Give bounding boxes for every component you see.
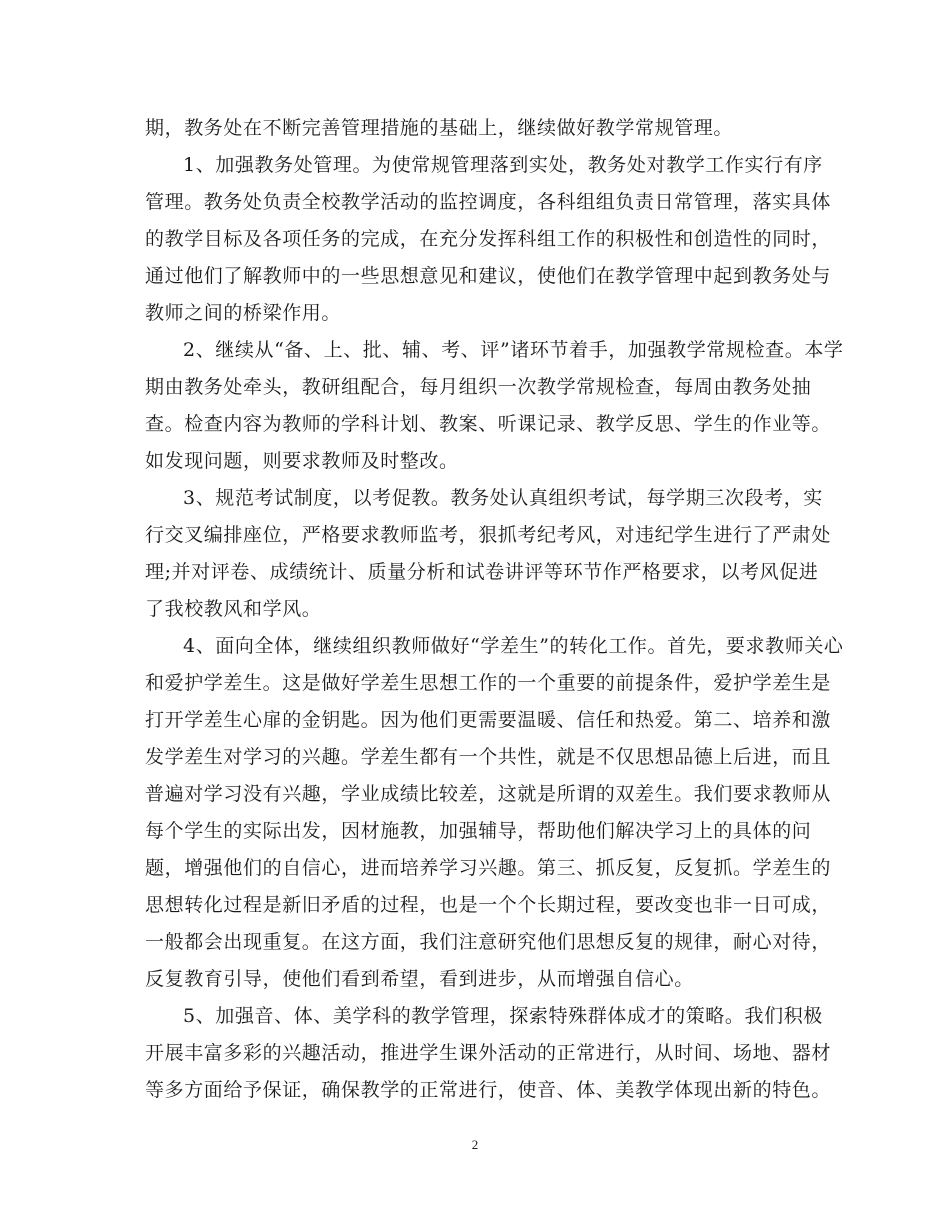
text-line: 期由教务处牵头，教研组配合，每月组织一次教学常规检查，每周由教务处抽 xyxy=(145,376,812,398)
text-line: 开展丰富多彩的兴趣活动，推进学生课外活动的正常进行，从时间、场地、器材 xyxy=(145,1042,832,1064)
text-line: 如发现问题，则要求教师及时整改。 xyxy=(145,450,459,472)
text-line: 1、加强教务处管理。为使常规管理落到实处，教务处对教学工作实行有序 xyxy=(183,154,823,176)
text-line: 期，教务处在不断完善管理措施的基础上，继续做好教学常规管理。 xyxy=(145,117,734,139)
text-line: 通过他们了解教师中的一些思想意见和建议，使他们在教学管理中起到教务处与 xyxy=(145,265,832,287)
page-number: 2 xyxy=(471,1137,479,1152)
text-line: 5、加强音、体、美学科的教学管理，探索特殊群体成才的策略。我们积极 xyxy=(183,1005,823,1027)
text-line: 反复教育引导，使他们看到希望，看到进步，从而增强自信心。 xyxy=(145,968,694,990)
text-line: 4、面向全体，继续组织教师做好“学差生”的转化工作。首先，要求教师关心 xyxy=(183,635,844,657)
text-line: 打开学差生心扉的金钥匙。因为他们更需要温暖、信任和热爱。第二、培养和激 xyxy=(145,709,832,731)
text-line: 一般都会出现重复。在这方面，我们注意研究他们思想反复的规律，耐心对待， xyxy=(145,931,832,953)
text-line: 等多方面给予保证，确保教学的正常进行，使音、体、美教学体现出新的特色。 xyxy=(145,1079,832,1101)
text-line: 了我校教风和学风。 xyxy=(145,598,322,620)
text-line: 管理。教务处负责全校教学活动的监控调度，各科组组负责日常管理，落实具体 xyxy=(145,191,832,213)
text-line: 普遍对学习没有兴趣，学业成绩比较差，这就是所谓的双差生。我们要求教师从 xyxy=(145,783,832,805)
text-line: 教师之间的桥梁作用。 xyxy=(145,302,342,324)
text-line: 3、规范考试制度，以考促教。教务处认真组织考试，每学期三次段考，实 xyxy=(183,487,823,509)
text-line: 思想转化过程是新旧矛盾的过程，也是一个个长期过程，要改变也非一日可成， xyxy=(145,894,832,916)
text-line: 理;并对评卷、成绩统计、质量分析和试卷讲评等环节作严格要求，以考风促进 xyxy=(145,561,819,583)
text-line: 题，增强他们的自信心，进而培养学习兴趣。第三、抓反复，反复抓。学差生的 xyxy=(145,857,832,879)
text-line: 行交叉编排座位，严格要求教师监考，狠抓考纪考风，对违纪学生进行了严肃处 xyxy=(145,524,832,546)
text-line: 发学差生对学习的兴趣。学差生都有一个共性，就是不仅思想品德上后进，而且 xyxy=(145,746,832,768)
text-line: 每个学生的实际出发，因材施教，加强辅导，帮助他们解决学习上的具体的问 xyxy=(145,820,812,842)
text-line: 查。检查内容为教师的学科计划、教案、听课记录、教学反思、学生的作业等。 xyxy=(145,413,832,435)
text-line: 的教学目标及各项任务的完成，在充分发挥科组工作的积极性和创造性的同时， xyxy=(145,228,832,250)
text-line: 2、继续从“备、上、批、辅、考、评”诸环节着手，加强教学常规检查。本学 xyxy=(183,339,844,361)
text-line: 和爱护学差生。这是做好学差生思想工作的一个重要的前提条件，爱护学差生是 xyxy=(145,672,832,694)
